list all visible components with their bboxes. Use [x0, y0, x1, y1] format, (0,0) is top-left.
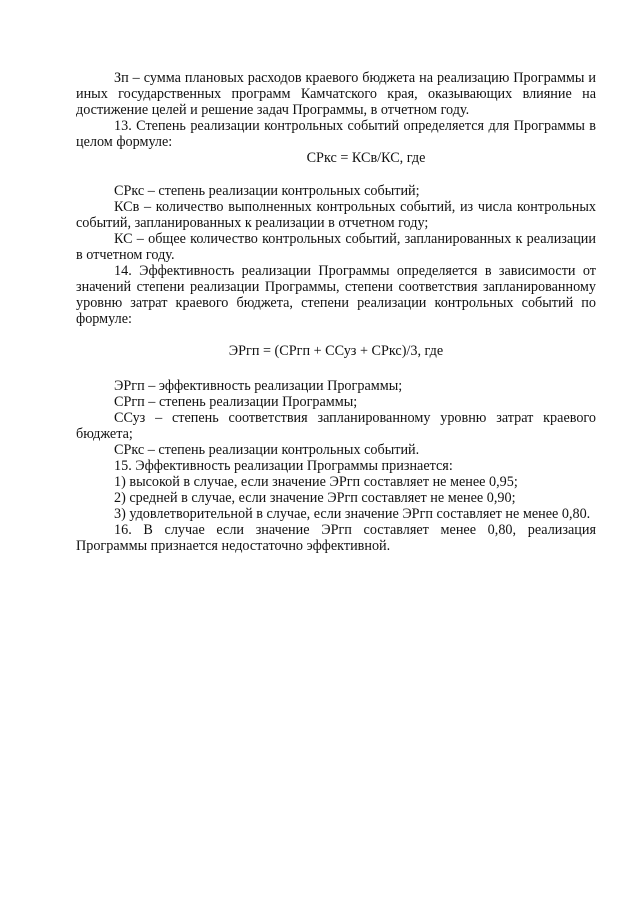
- formula-control-events: СРкс = КСв/КС, где: [306, 150, 426, 167]
- spacer: [76, 327, 596, 343]
- paragraph-15-item-3: 3) удовлетворительной в случае, если значение ЭРгп составляет не менее 0,80.: [114, 506, 591, 523]
- definition-srks: СРкс – степень реализации контрольных событий;: [114, 182, 420, 199]
- spacer: [76, 360, 596, 378]
- spacer: [76, 167, 596, 183]
- paragraph-15-item-1: 1) высокой в случае, если значение ЭРгп составляет не менее 0,95;: [114, 474, 518, 491]
- definition-ssuz: ССуз – степень соответствия запланированному уровню затрат краевого бюджета;: [76, 409, 596, 442]
- paragraph-13: 13. Степень реализации контрольных событий определяется для Программы в целом формуле:: [76, 118, 596, 151]
- definition-ksv: КСв – количество выполненных контрольных событий, из числа контрольных событий, запланированных к реализации в отчетном году;: [76, 198, 596, 231]
- paragraph-15: 15. Эффективность реализации Программы признается:: [114, 457, 453, 474]
- definition-ergp: ЭРгп – эффективность реализации Программы;: [114, 377, 403, 394]
- formula-program-efficiency: ЭРгп = (СРгп + ССуз + СРкс)/3, где: [228, 343, 444, 360]
- paragraph-zp-definition: Зп – сумма плановых расходов краевого бюджета на реализацию Программы и иных государственных программ Камчатского края, оказывающих влияние на достижение целей и решение задач Программы, в отчетном году.: [76, 70, 596, 119]
- definition-srks-2: СРкс – степень реализации контрольных событий.: [114, 441, 420, 458]
- definition-ks: КС – общее количество контрольных событий, запланированных к реализации в отчетном году.: [76, 230, 596, 263]
- paragraph-16: 16. В случае если значение ЭРгп составляет менее 0,80, реализация Программы признается недостаточно эффективной.: [76, 522, 596, 555]
- paragraph-14: 14. Эффективность реализации Программы определяется в зависимости от значений степени реализации Программы, степени соответствия запланированному уровню затрат краевого бюджета, степени реализации контрольных событий по формуле:: [76, 263, 596, 328]
- document-body: [76, 70, 596, 555]
- definition-srgp: СРгп – степень реализации Программы;: [114, 393, 358, 410]
- paragraph-15-item-2: 2) средней в случае, если значение ЭРгп составляет не менее 0,90;: [114, 490, 516, 507]
